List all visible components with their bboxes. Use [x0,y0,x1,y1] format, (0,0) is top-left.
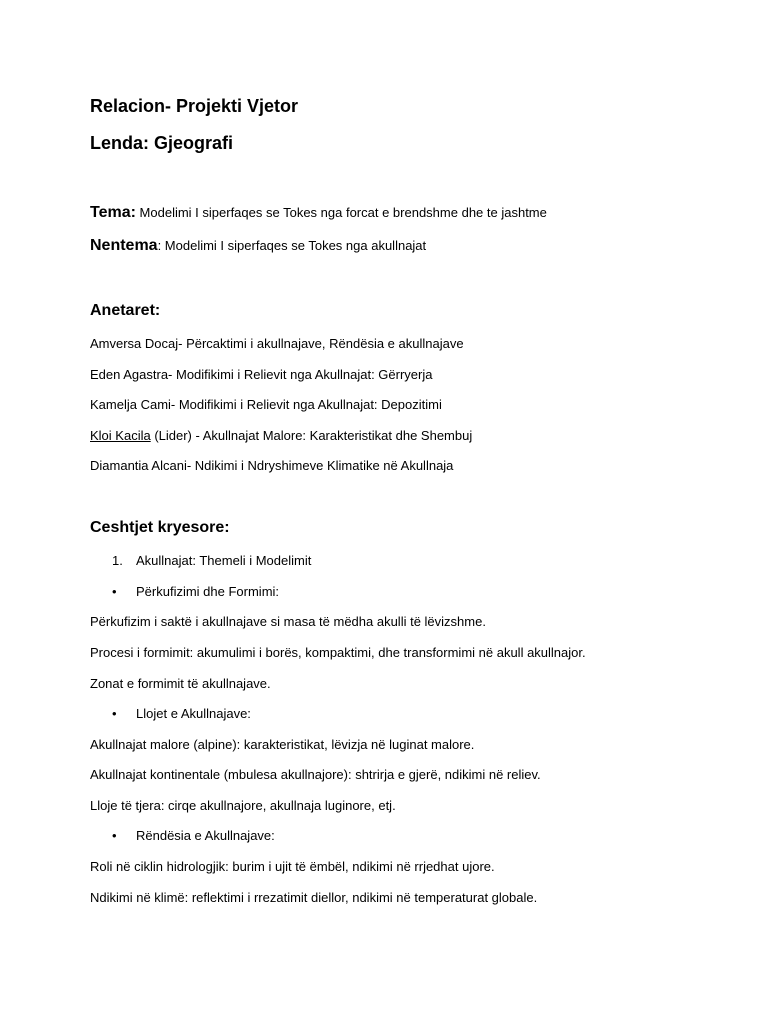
numbered-item: Akullnajat: Themeli i Modelimit [136,553,312,568]
document-title: Relacion- Projekti Vjetor [90,96,299,116]
subtopic-text: : Modelimi I siperfaqes se Tokes nga akullnajat [157,238,427,253]
topic-text: Modelimi I siperfaqes se Tokes nga forcat e brendshme dhe te jashtme [135,205,547,220]
main-issues-heading: Ceshtjet kryesore: [90,519,230,536]
topic-line [90,205,547,221]
member-item: Eden Agastra- Modifikimi i Relievit nga Akullnajat: Gërryerja [90,367,433,382]
paragraph: Akullnajat kontinentale (mbulesa akullnajore): shtrirja e gjerë, ndikimi në reliev. [90,767,541,782]
subtopic-label: Nentema [90,237,158,254]
paragraph: Lloje të tjera: cirqe akullnajore, akullnaja luginore, etj. [90,798,396,813]
member-item: Diamantia Alcani- Ndikimi i Ndryshimeve Klimatike në Akullnaja [90,458,454,473]
topic-label: Tema: [90,204,136,221]
bullet-icon: • [112,584,117,599]
bullet-icon: • [112,828,117,843]
list-number: 1. [112,553,123,568]
member-item: Amversa Docaj- Përcaktimi i akullnajave, Rëndësia e akullnajave [90,336,464,351]
bullet-item: Rëndësia e Akullnajave: [136,828,275,843]
members-heading: Anetaret: [90,302,161,319]
subtopic-line [90,238,426,254]
subject-title: Lenda: Gjeografi [90,133,234,153]
member-item-leader [90,429,472,442]
bullet-item: Llojet e Akullnajave: [136,706,251,721]
leader-role: (Lider) - Akullnajat Malore: Karakteristikat dhe Shembuj [150,428,473,443]
member-item: Kamelja Cami- Modifikimi i Relievit nga Akullnajat: Depozitimi [90,397,442,412]
paragraph: Akullnajat malore (alpine): karakteristikat, lëvizja në luginat malore. [90,737,475,752]
paragraph: Procesi i formimit: akumulimi i borës, kompaktimi, dhe transformimi në akull akullnajor. [90,645,586,660]
paragraph: Roli në ciklin hidrologjik: burim i ujit të ëmbël, ndikimi në rrjedhat ujore. [90,859,495,874]
bullet-icon: • [112,706,117,721]
paragraph: Përkufizim i saktë i akullnajave si masa të mëdha akulli të lëvizshme. [90,614,486,629]
bullet-item: Përkufizimi dhe Formimi: [136,584,280,599]
leader-name: Kloi Kacila [90,428,151,443]
paragraph: Zonat e formimit të akullnajave. [90,676,271,691]
paragraph: Ndikimi në klimë: reflektimi i rrezatimit diellor, ndikimi në temperaturat globale. [90,890,538,905]
